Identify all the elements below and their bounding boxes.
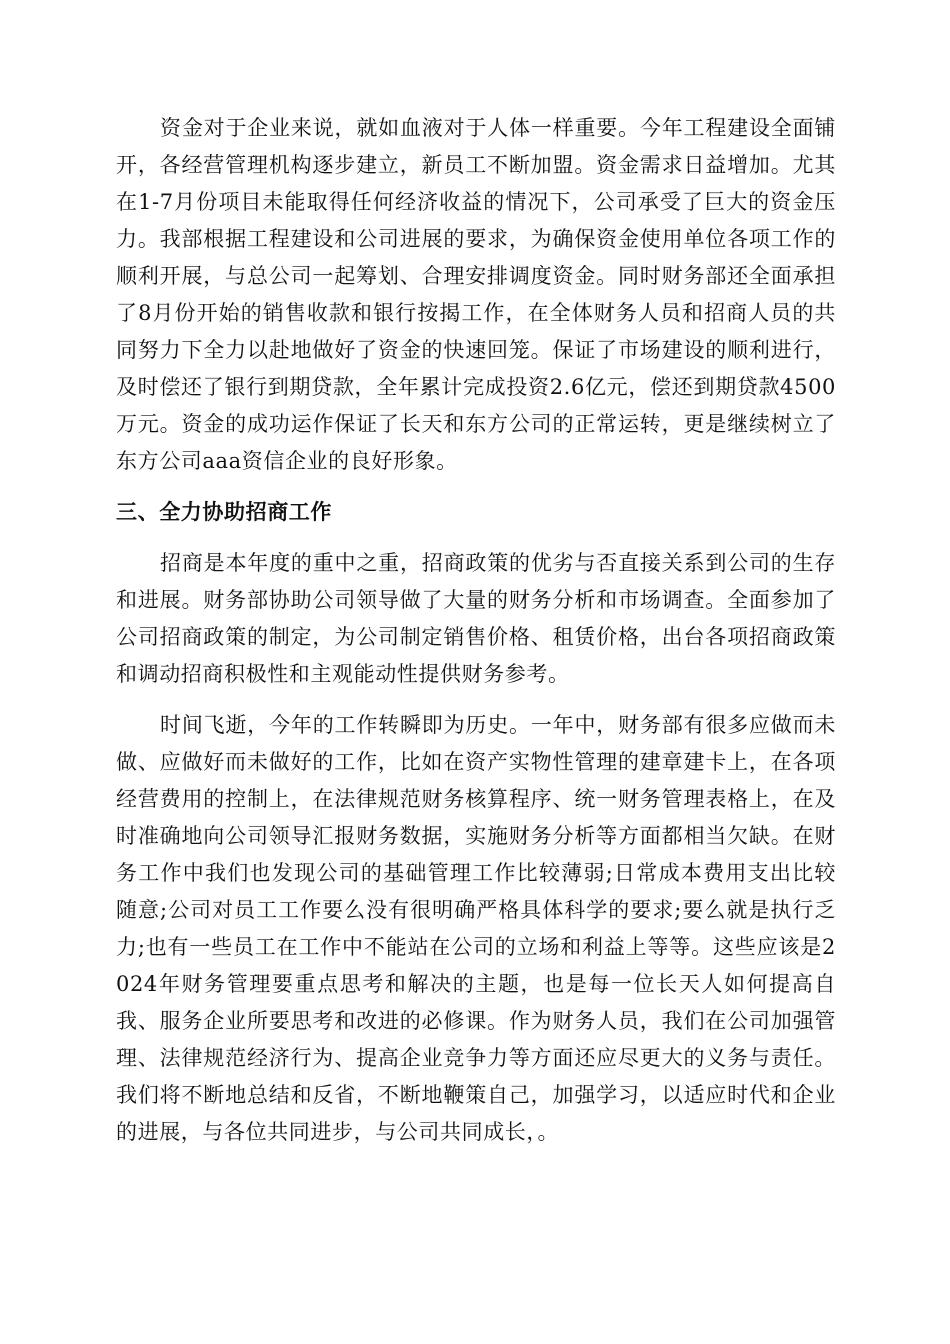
paragraph-investment: 招商是本年度的重中之重，招商政策的优劣与否直接关系到公司的生存和进展。财务部协助公司领导做了大量的财务分析和市场调查。全面参加了公司招商政策的制定，为公司制定销售价格、租赁价格，出台各项招商政策和调动招商积极性和主观能动性提供财务参考。 — [116, 551, 836, 686]
section-heading-investment: 三、全力协助招商工作 — [116, 500, 332, 524]
paragraph-funding: 资金对于企业来说，就如血液对于人体一样重要。今年工程建设全面铺开，各经营管理机构逐步建立，新员工不断加盟。资金需求日益增加。尤其在1-7月份项目未能取得任何经济收益的情况下，公司承受了巨大的资金压力。我部根据工程建设和公司进展的要求，为确保资金使用单位各项工作的顺利开展，与总公司一起筹划、合理安排调度资金。同时财务部还全面承担了8月份开始的销售收款和银行按揭工作，在全体财务人员和招商人员的共同努力下全力以赴地做好了资金的快速回笼。保证了市场建设的顺利进行，及时偿还了银行到期贷款，全年累计完成投资2.6亿元，偿还到期贷款4500万元。资金的成功运作保证了长天和东方公司的正常运转，更是继续树立了东方公司aaa资信企业的良好形象。 — [116, 116, 836, 473]
paragraph-summary: 时间飞逝，今年的工作转瞬即为历史。一年中，财务部有很多应做而未做、应做好而未做好的工作，比如在资产实物性管理的建章建卡上，在各项经营费用的控制上，在法律规范财务核算程序、统一财务管理表格上，在及时准确地向公司领导汇报财务数据，实施财务分析等方面都相当欠缺。在财务工作中我们也发现公司的基础管理工作比较薄弱;日常成本费用支出比较随意;公司对员工工作要么没有很明确严格具体科学的要求;要么就是执行乏力;也有一些员工在工作中不能站在公司的立场和利益上等等。这些应该是2024年财务管理要重点思考和解决的主题，也是每一位长天人如何提高自我、服务企业所要思考和改进的必修课。作为财务人员，我们在公司加强管理、法律规范经济行为、提高企业竞争力等方面还应尽更大的义务与责任。我们将不断地总结和反省，不断地鞭策自己，加强学习，以适应时代和企业的进展，与各位共同进步，与公司共同成长，。 — [116, 713, 836, 1144]
document-body — [116, 110, 836, 1151]
